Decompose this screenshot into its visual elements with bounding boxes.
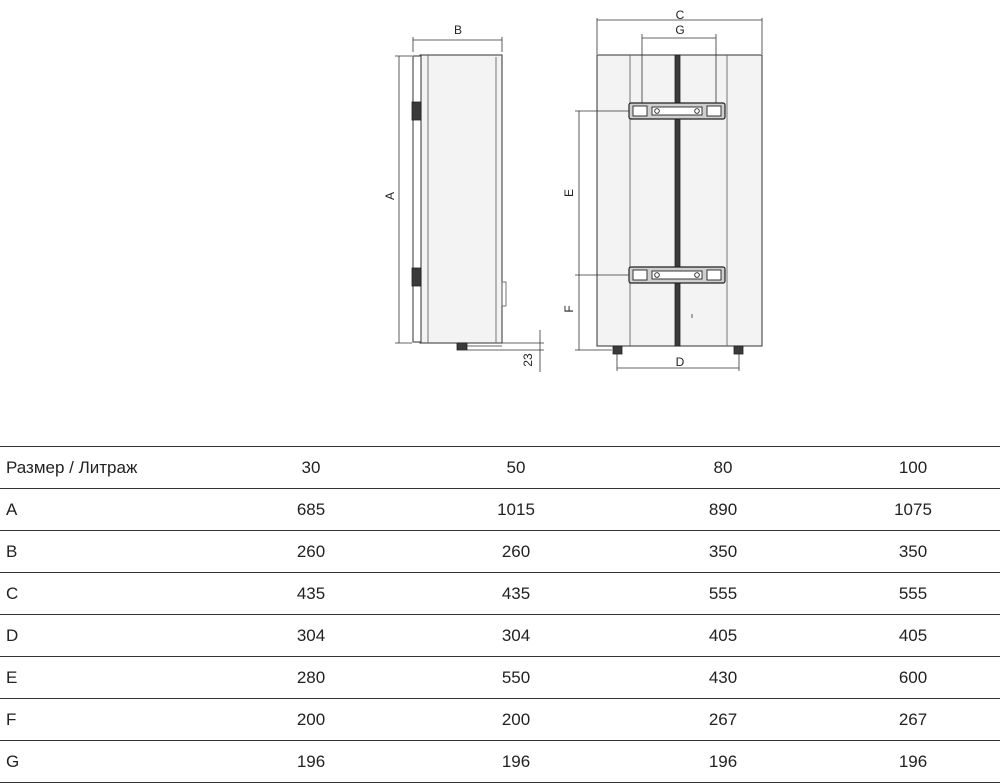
side-view-back-panel	[413, 56, 421, 342]
table-cell: 1015	[412, 489, 620, 531]
dimension-a-label: A	[383, 191, 397, 201]
row-label: D	[0, 615, 210, 657]
table-header-row	[0, 447, 1000, 489]
table-cell: 196	[826, 741, 1000, 783]
table-cell: 550	[412, 657, 620, 699]
table-cell: 260	[412, 531, 620, 573]
bottom-bracket	[629, 267, 725, 283]
row-label: B	[0, 531, 210, 573]
dimension-e-label: E	[562, 188, 576, 198]
side-view-body	[420, 55, 502, 343]
table-row	[0, 531, 1000, 573]
table-cell: 435	[412, 573, 620, 615]
table-row	[0, 657, 1000, 699]
side-bottom-mount	[412, 268, 421, 286]
table-row	[0, 573, 1000, 615]
row-label: C	[0, 573, 210, 615]
table-cell: 430	[620, 657, 826, 699]
side-pipe	[457, 343, 467, 350]
table-cell: 196	[412, 741, 620, 783]
table-cell: 200	[210, 699, 412, 741]
table-cell: 304	[210, 615, 412, 657]
row-label: G	[0, 741, 210, 783]
front-pipe-right	[734, 346, 743, 354]
top-bracket	[629, 103, 725, 119]
table-cell: 196	[620, 741, 826, 783]
table-cell: 555	[826, 573, 1000, 615]
table-cell: 267	[620, 699, 826, 741]
dimensions-table-wrapper	[0, 446, 1000, 783]
row-label: A	[0, 489, 210, 531]
table-cell: 196	[210, 741, 412, 783]
table-cell: 350	[826, 531, 1000, 573]
dimension-f-label: F	[562, 305, 576, 313]
table-cell: 555	[620, 573, 826, 615]
table-row	[0, 489, 1000, 531]
header-cell: Размер / Литраж	[0, 447, 210, 489]
side-top-mount	[412, 102, 421, 120]
table-cell: 280	[210, 657, 412, 699]
table-cell: 685	[210, 489, 412, 531]
center-mounting-bar	[675, 55, 680, 346]
header-cell: 80	[620, 447, 826, 489]
table-cell: 200	[412, 699, 620, 741]
table-cell: 890	[620, 489, 826, 531]
header-cell: 50	[412, 447, 620, 489]
table-cell: 1075	[826, 489, 1000, 531]
table-cell: 600	[826, 657, 1000, 699]
front-pipe-left	[613, 346, 622, 354]
dimension-g-label: G	[675, 23, 685, 37]
front-view	[562, 8, 762, 371]
dimension-foot-label: 23	[521, 353, 535, 367]
header-cell: 100	[826, 447, 1000, 489]
dimensions-table	[0, 446, 1000, 783]
row-label: F	[0, 699, 210, 741]
table-cell: 435	[210, 573, 412, 615]
row-label: E	[0, 657, 210, 699]
table-cell: 260	[210, 531, 412, 573]
dimension-d-label: D	[675, 355, 685, 369]
dimension-b-label: B	[453, 23, 463, 37]
table-cell: 350	[620, 531, 826, 573]
table-row	[0, 741, 1000, 783]
table-cell: 405	[826, 615, 1000, 657]
table-row	[0, 615, 1000, 657]
side-knob	[502, 282, 506, 306]
table-cell: 267	[826, 699, 1000, 741]
table-cell: 405	[620, 615, 826, 657]
header-cell: 30	[210, 447, 412, 489]
table-row	[0, 699, 1000, 741]
side-view	[383, 23, 544, 372]
table-cell: 304	[412, 615, 620, 657]
dimension-c-label: C	[675, 8, 685, 22]
